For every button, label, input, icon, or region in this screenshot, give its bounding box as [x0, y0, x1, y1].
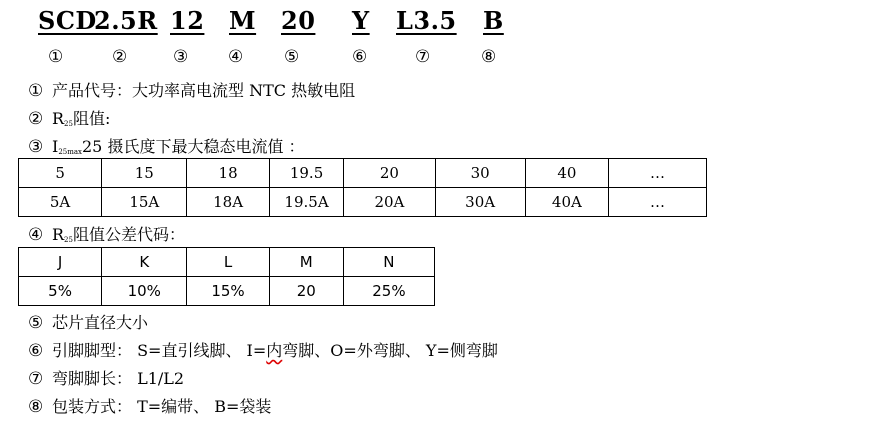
code-number-1: ① — [48, 47, 64, 67]
item-text: 阻值公差代码： — [72, 225, 185, 244]
code-part-2: 2.5R — [94, 6, 158, 35]
table-cell: 40 — [525, 159, 608, 188]
code-part-5: 20 — [281, 6, 316, 35]
code-number-7: ⑦ — [415, 47, 431, 67]
item-chip-diameter — [28, 310, 148, 333]
item-mark: ⑤ — [28, 313, 44, 333]
item-text: 产品代号：大功率高电流型 NTC 热敏电阻 — [52, 81, 356, 100]
code-part-7: L3.5 — [396, 6, 457, 35]
item-text: 包装方式： T=编带、 B=袋装 — [52, 397, 272, 416]
code-number-5: ⑤ — [284, 47, 300, 67]
table-cell: … — [609, 188, 707, 217]
r-subscript: 25 — [64, 236, 73, 244]
table-cell: 20 — [269, 277, 343, 306]
item-mark: ③ — [28, 137, 44, 157]
code-part-8: B — [483, 6, 504, 35]
r-symbol: R — [52, 225, 65, 244]
i-symbol: I — [52, 137, 59, 156]
code-number-2: ② — [112, 47, 128, 67]
item-mark: ④ — [28, 225, 44, 245]
part-number-code — [0, 6, 890, 36]
table-cell: M — [269, 248, 343, 277]
code-part-4: M — [229, 6, 257, 35]
code-part-1: SCD — [38, 6, 97, 35]
table-cell: 15A — [102, 188, 187, 217]
tolerance-table — [18, 247, 435, 306]
item-mark: ⑦ — [28, 369, 44, 389]
table-cell: 15 — [102, 159, 187, 188]
table-row — [19, 159, 707, 188]
item-lead-type — [28, 338, 498, 361]
item-mark: ① — [28, 81, 44, 101]
item-tolerance — [28, 222, 185, 245]
table-cell: N — [343, 248, 434, 277]
table-cell: 30A — [435, 188, 525, 217]
code-number-row — [0, 47, 890, 71]
table-cell: … — [609, 159, 707, 188]
item-text: 阻值: — [72, 109, 111, 128]
r-symbol: R — [52, 109, 65, 128]
item-mark: ⑥ — [28, 341, 44, 361]
table-cell: 20A — [344, 188, 435, 217]
code-number-8: ⑧ — [481, 47, 497, 67]
table-cell: 19.5 — [269, 159, 344, 188]
item-text-suffix: 弯脚、O=外弯脚、 Y=侧弯脚 — [282, 341, 498, 360]
table-cell: 25% — [343, 277, 434, 306]
item-product-code — [28, 78, 355, 101]
table-cell: 40A — [525, 188, 608, 217]
code-number-4: ④ — [228, 47, 244, 67]
table-row — [19, 188, 707, 217]
item-mark: ⑧ — [28, 397, 44, 417]
item-text: 弯脚脚长： L1/L2 — [52, 369, 185, 388]
item-max-current — [28, 134, 305, 157]
item-mark: ② — [28, 109, 44, 129]
table-row — [19, 277, 435, 306]
table-cell: 5% — [19, 277, 102, 306]
table-cell: J — [19, 248, 102, 277]
code-part-6: Y — [352, 6, 370, 35]
table-row — [19, 248, 435, 277]
table-cell: 10% — [102, 277, 187, 306]
table-cell: 30 — [435, 159, 525, 188]
i-subscript: 25max — [58, 148, 82, 156]
spellcheck-word: 内 — [266, 341, 283, 360]
item-text: 引脚脚型： S=直引线脚、 I= — [52, 341, 267, 360]
table-cell: 18A — [187, 188, 269, 217]
table-cell: K — [102, 248, 187, 277]
table-cell: L — [187, 248, 269, 277]
item-lead-length — [28, 366, 184, 389]
code-part-3: 12 — [170, 6, 205, 35]
item-text: 25 摄氏度下最大稳态电流值 ： — [82, 137, 305, 156]
table-cell: 5 — [19, 159, 102, 188]
table-cell: 15% — [187, 277, 269, 306]
r-subscript: 25 — [64, 120, 73, 128]
table-cell: 18 — [187, 159, 269, 188]
item-packaging — [28, 394, 271, 417]
table-cell: 19.5A — [269, 188, 344, 217]
table-cell: 20 — [344, 159, 435, 188]
code-number-3: ③ — [173, 47, 189, 67]
item-text: 芯片直径大小 — [52, 313, 149, 332]
item-resistance — [28, 106, 110, 129]
code-number-6: ⑥ — [352, 47, 368, 67]
max-current-table — [18, 158, 707, 217]
table-cell: 5A — [19, 188, 102, 217]
